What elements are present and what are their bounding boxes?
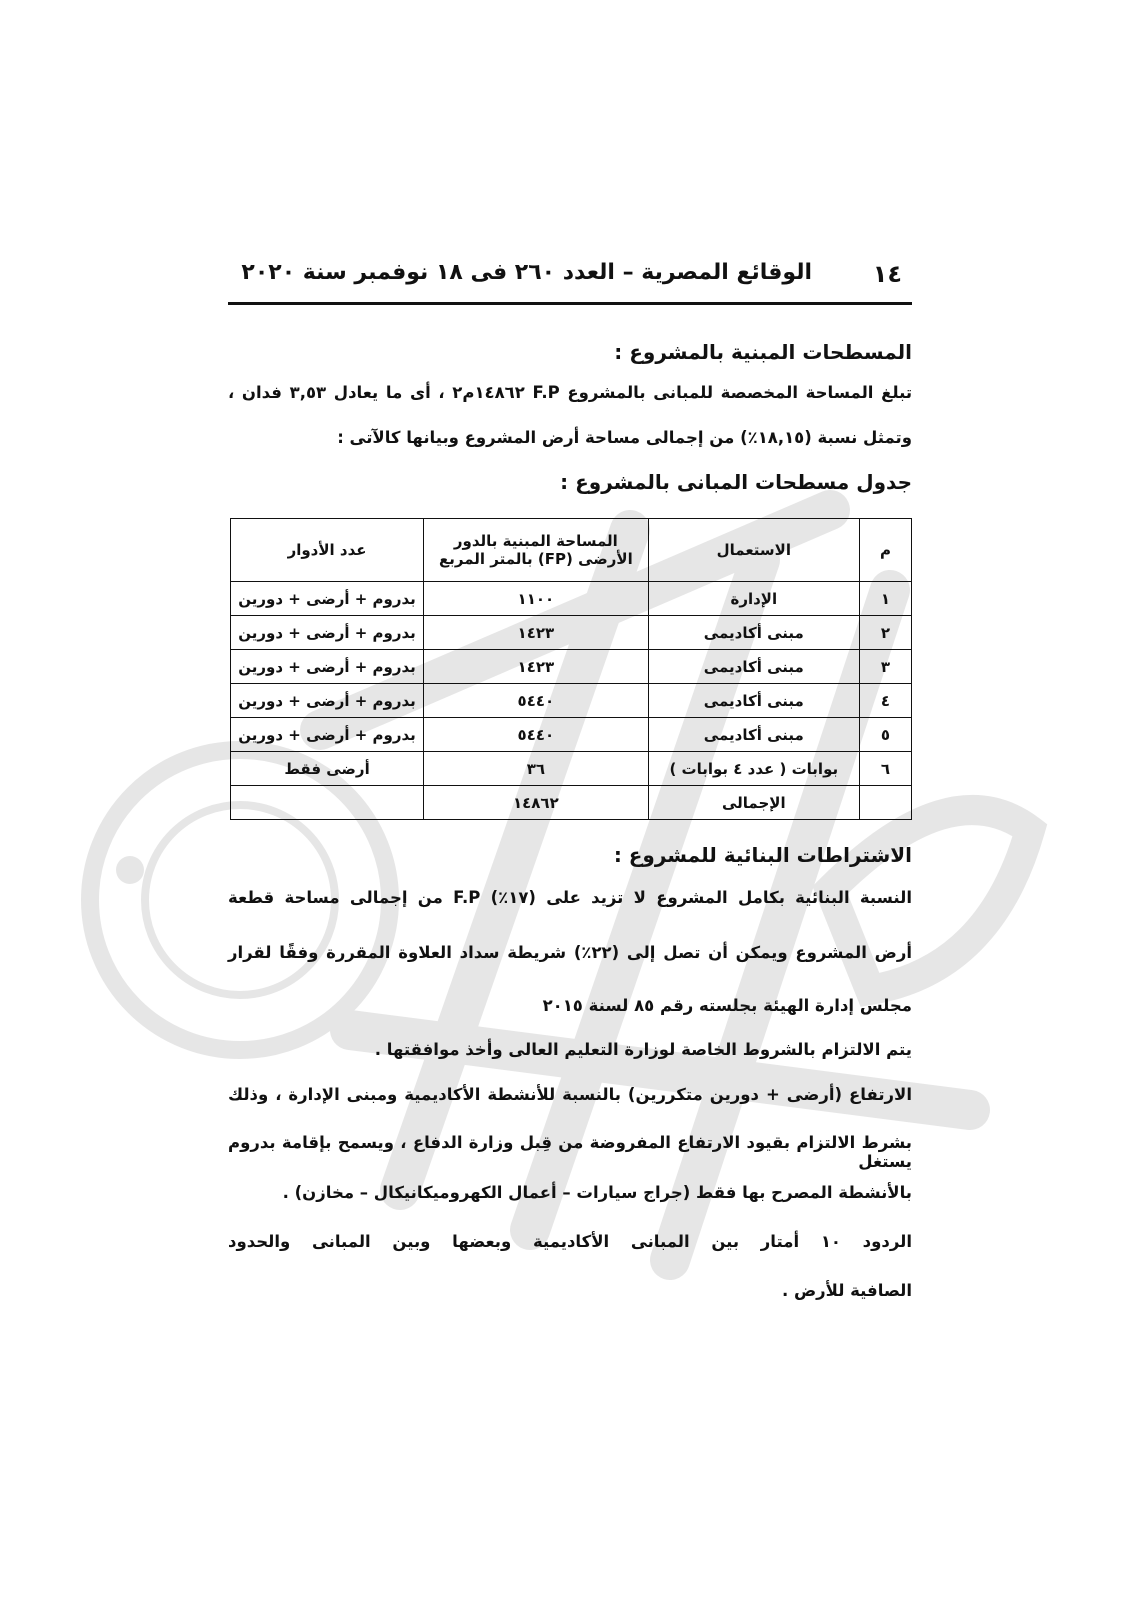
cell-m: ٢ bbox=[859, 616, 911, 650]
cell-m: ٥ bbox=[859, 718, 911, 752]
built-areas-line-2: وتمثل نسبة (١٨,١٥٪) من إجمالى مساحة أرض المشروع وبيانها كالآتى : bbox=[337, 428, 912, 447]
cell-m: ٦ bbox=[859, 752, 911, 786]
ratio-line-2: أرض المشروع ويمكن أن تصل إلى (٢٢٪) شريطة سداد العلاوة المقررة وفقًا لقرار bbox=[228, 943, 913, 962]
table-row bbox=[231, 752, 912, 786]
cell-floors: أرضى فقط bbox=[231, 752, 424, 786]
cell-use: مبنى أكاديمى bbox=[648, 616, 859, 650]
gazette-title: الوقائع المصرية – العدد ٢٦٠ فى ١٨ نوفمبر سنة ٢٠٢٠ bbox=[241, 260, 812, 285]
cell-area: ١٤٢٣ bbox=[424, 650, 649, 684]
table-row bbox=[231, 582, 912, 616]
cell-use: بوابات ( عدد ٤ بوابات ) bbox=[648, 752, 859, 786]
table-row bbox=[231, 616, 912, 650]
height-line-1: الارتفاع (أرضى + دورين متكررين) بالنسبة للأنشطة الأكاديمية ومبنى الإدارة ، وذلك bbox=[228, 1085, 912, 1104]
table-row bbox=[231, 684, 912, 718]
total-label: الإجمالى bbox=[648, 786, 859, 820]
buildings-table bbox=[230, 518, 912, 820]
cell-area: ١١٠٠ bbox=[424, 582, 649, 616]
header-m: م bbox=[859, 519, 911, 582]
cell-floors: بدروم + أرضى + دورين bbox=[231, 650, 424, 684]
header-use: الاستعمال bbox=[648, 519, 859, 582]
cell-floors: بدروم + أرضى + دورين bbox=[231, 616, 424, 650]
header-floors: عدد الأدوار bbox=[231, 519, 424, 582]
cell-area: ١٤٢٣ bbox=[424, 616, 649, 650]
table-heading: جدول مسطحات المبانى بالمشروع : bbox=[560, 470, 912, 494]
table-total-row bbox=[231, 786, 912, 820]
setbacks-line-1: الردود ١٠ أمتار بين المبانى الأكاديمية وبعضها وبين المبانى والحدود bbox=[228, 1232, 912, 1251]
cell-use: مبنى أكاديمى bbox=[648, 684, 859, 718]
cell-use: مبنى أكاديمى bbox=[648, 718, 859, 752]
built-areas-line-1: تبلغ المساحة المخصصة للمبانى بالمشروع F.P ١٤٨٦٢م٢ ، أى ما يعادل ٣,٥٣ فدان ، bbox=[228, 383, 913, 402]
ministry-conditions: يتم الالتزام بالشروط الخاصة لوزارة التعليم العالى وأخذ موافقتها . bbox=[374, 1040, 912, 1059]
cell-m: ٣ bbox=[859, 650, 911, 684]
table-row bbox=[231, 718, 912, 752]
table-row bbox=[231, 650, 912, 684]
cell-m-empty bbox=[859, 786, 911, 820]
cell-floors: بدروم + أرضى + دورين bbox=[231, 684, 424, 718]
built-areas-heading: المسطحات المبنية بالمشروع : bbox=[614, 340, 912, 364]
cell-m: ٤ bbox=[859, 684, 911, 718]
cell-area: ٥٤٤٠ bbox=[424, 718, 649, 752]
header-area: المساحة المبنية بالدور الأرضى (FP) بالمتر المربع bbox=[424, 519, 649, 582]
building-conditions-heading: الاشتراطات البنائية للمشروع : bbox=[613, 843, 912, 867]
cell-area: ٣٦ bbox=[424, 752, 649, 786]
page-number: ١٤ bbox=[872, 260, 902, 288]
setbacks-line-2: الصافية للأرض . bbox=[781, 1281, 912, 1300]
height-line-3: بالأنشطة المصرح بها فقط (جراج سيارات – أعمال الكهروميكانيكال – مخازن) . bbox=[282, 1183, 912, 1202]
total-floors bbox=[231, 786, 424, 820]
cell-floors: بدروم + أرضى + دورين bbox=[231, 718, 424, 752]
page-header bbox=[228, 258, 912, 305]
cell-use: مبنى أكاديمى bbox=[648, 650, 859, 684]
cell-floors: بدروم + أرضى + دورين bbox=[231, 582, 424, 616]
total-area: ١٤٨٦٢ bbox=[424, 786, 649, 820]
cell-area: ٥٤٤٠ bbox=[424, 684, 649, 718]
ratio-line-1: النسبة البنائية بكامل المشروع لا تزيد على (١٧٪) F.P من إجمالى مساحة قطعة bbox=[228, 888, 912, 907]
height-line-2: بشرط الالتزام بقيود الارتفاع المفروضة من قِبل وزارة الدفاع ، ويسمح بإقامة بدروم يستغل bbox=[228, 1133, 912, 1171]
cell-use: الإدارة bbox=[648, 582, 859, 616]
ratio-line-3: مجلس إدارة الهيئة بجلسته رقم ٨٥ لسنة ٢٠١٥ bbox=[542, 996, 912, 1015]
table-header-row bbox=[231, 519, 912, 582]
cell-m: ١ bbox=[859, 582, 911, 616]
